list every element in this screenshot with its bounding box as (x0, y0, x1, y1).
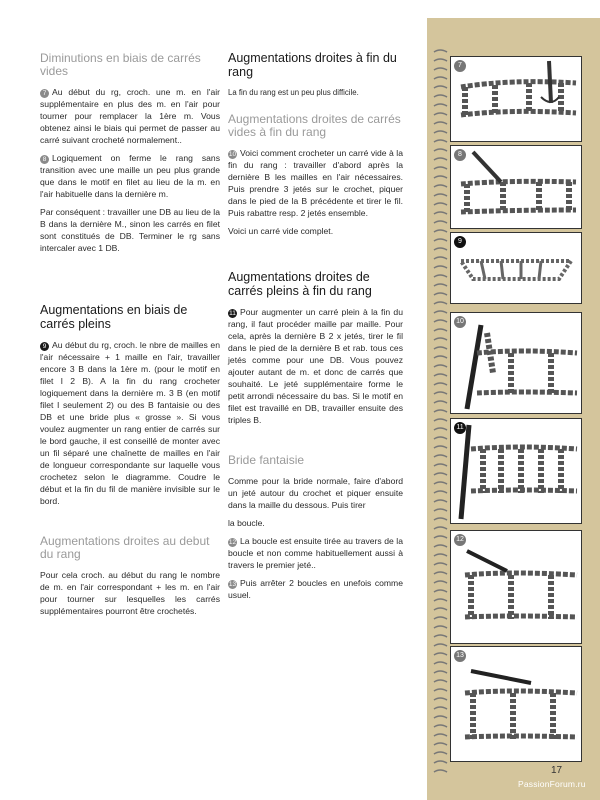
spiral-ring (434, 707, 447, 709)
spiral-ring (434, 50, 447, 52)
spiral-ring (434, 194, 447, 196)
spiral-ring (434, 302, 447, 304)
step-number-badge: 7 (40, 89, 49, 98)
section-title-augmentations-debut: Augmentations droites au debut du rang (40, 534, 210, 561)
photo-number-badge: 13 (454, 650, 466, 662)
paragraph: 10 Voici comment crocheter un carré vide à la fin du rang : travailler d'abord après la dernière B les mailles en l'air nécessaires. Puis prendre 3 jetés sur le crochet, piquer dans le pied de la B précédente et tirer le fil. Puis rabattre resp. 2 jetés ensemble. (228, 148, 403, 218)
paragraph: Par conséquent : travailler une DB au lieu de la B dans la dernière M., sinon les carrés en filet sont constitués de DB. Terminer le rg sans intercaler avec 1 DB. (40, 207, 220, 253)
section-title-augmentations-biais: Augmentations en biais de carrés pleins (40, 303, 188, 331)
section-title-diminutions: Diminutions en biais de carrés vides (40, 51, 201, 78)
spiral-ring (434, 158, 447, 160)
spiral-ring (434, 428, 447, 430)
spiral-ring (434, 221, 447, 223)
spiral-ring (434, 149, 447, 151)
spiral-ring (434, 320, 447, 322)
spiral-ring (434, 239, 447, 241)
spiral-ring (434, 329, 447, 331)
spiral-ring (434, 248, 447, 250)
spiral-ring (434, 212, 447, 214)
spiral-ring (434, 473, 447, 475)
spiral-ring (434, 680, 447, 682)
paragraph: Voici un carré vide complet. (228, 226, 334, 236)
spiral-ring (434, 734, 447, 736)
spiral-ring (434, 95, 447, 97)
spiral-ring (434, 518, 447, 520)
paragraph: Pour cela croch. au début du rang le nombre de m. en l'air correspondant + les m. en l'air pour tourner sur lesquelles les carrés supplémentaires pourront être crochetés. (40, 570, 220, 616)
spiral-ring (434, 689, 447, 691)
spiral-ring (434, 86, 447, 88)
spiral-ring (434, 383, 447, 385)
spiral-ring (434, 293, 447, 295)
spiral-ring (434, 716, 447, 718)
step-number-badge: 8 (40, 155, 49, 164)
spiral-ring (434, 563, 447, 565)
spiral-ring (434, 338, 447, 340)
crochet-illustration (451, 57, 581, 141)
spiral-ring (434, 671, 447, 673)
spiral-ring (434, 68, 447, 70)
spiral-ring (434, 725, 447, 727)
spiral-ring (434, 185, 447, 187)
spiral-ring (434, 590, 447, 592)
spiral-ring (434, 104, 447, 106)
paragraph: 13 Puis arrêter 2 boucles en unefois comme usuel. (228, 578, 403, 600)
spiral-ring (434, 203, 447, 205)
spiral-ring (434, 698, 447, 700)
spiral-ring (434, 113, 447, 115)
spiral-ring (434, 626, 447, 628)
spiral-ring (434, 608, 447, 610)
spiral-ring (434, 311, 447, 313)
top-margin (427, 0, 600, 18)
photo-number-badge: 11 (454, 422, 466, 434)
step-number-badge: 10 (228, 151, 237, 158)
spiral-ring (434, 419, 447, 421)
spiral-ring (434, 275, 447, 277)
paragraph: 7 Au début du rg, croch. une m. en l'air supplémentaire en plus des m. en l'air pour tourner pour remplacer la 1ère m. Vous obtenez ainsi le biais qui permet de passer au carré suivant crocheté normalement.. (40, 87, 220, 145)
spiral-ring (434, 374, 447, 376)
spiral-ring (434, 401, 447, 403)
spiral-ring (434, 140, 447, 142)
crochet-illustration (451, 647, 581, 761)
spiral-ring (434, 464, 447, 466)
paragraph: la boucle. (228, 518, 265, 528)
spiral-ring (434, 230, 447, 232)
crochet-photo-13 (450, 646, 582, 762)
spiral-ring (434, 500, 447, 502)
spiral-ring (434, 446, 447, 448)
spiral-ring (434, 617, 447, 619)
crochet-illustration (451, 233, 581, 303)
spiral-ring (434, 284, 447, 286)
paragraph: 11 Pour augmenter un carré plein à la fin du rang, il faut procéder maille par maille. Pour cela, après la dernière B 2 x jetés, tirer le fil dans le pied de la dernière B et rab. tous ces jetés comme pour une DB. Vous pouvez ajouter autant de m. et donc de carrés que souhaité. Le jeté supplémentaire forme le petit arrondi nécessaire du bas. Si le motif en filet est travaillé en DB, travailler ensuite des triples B. (228, 307, 403, 425)
section-title-augmentations-fin: Augmentations droites à fin du rang (228, 51, 397, 79)
spiral-binding (432, 48, 448, 778)
paragraph: 8 Logiquement on ferme le rang sans transition avec une maille un peu plus grande que dans le motif en filet au lieu de la m. en l'air habituelle dans la dernière m. (40, 153, 220, 199)
spiral-ring (434, 599, 447, 601)
spiral-ring (434, 266, 447, 268)
photo-number-badge: 9 (454, 236, 466, 248)
step-number-badge: 13 (228, 581, 237, 588)
step-number-badge: 9 (40, 342, 49, 351)
spiral-ring (434, 752, 447, 754)
left-column (40, 52, 220, 623)
spiral-ring (434, 536, 447, 538)
photo-number-badge: 10 (454, 316, 466, 328)
paragraph: 9 Au début du rg, croch. le nbre de mailles en l'air nécessaire + 1 maille en l'air, travailler encore 3 B dans la 1ère m. (pour le motif en filet I 2 B). A la fin du rang crocheter logiquement dans la dernière m. 3 B (en motif filet I seulement 2) ou des B fantaisie ou des DB et une bride plus « grosse ». Si vous voulez augmenter un rang entier de carrés sur le bord gauche, il est conseillé de monter avec un fil séparé une chaînette de mailles en l'air de longueur correspondante sur laquelle vous crochetez selon le diagramme. Coudre le début et la fin du fil de manière invisible sur le bord. (40, 340, 220, 506)
paragraph: 12 La boucle est ensuite tirée au travers de la boucle et non comme habituellement aussi à travers le premier jeté.. (228, 536, 403, 570)
crochet-illustration (451, 531, 581, 643)
spiral-ring (434, 392, 447, 394)
crochet-photo-8 (450, 145, 582, 229)
spiral-ring (434, 365, 447, 367)
middle-column (228, 52, 403, 607)
spiral-ring (434, 644, 447, 646)
section-title-carres-vides: Augmentations droites de carrés vides à fin du rang (228, 112, 401, 139)
spiral-ring (434, 131, 447, 133)
photo-number-badge: 8 (454, 149, 466, 161)
spiral-ring (434, 770, 447, 772)
paragraph: La fin du rang est un peu plus difficile. (228, 88, 359, 97)
spiral-ring (434, 59, 447, 61)
crochet-illustration (451, 313, 581, 413)
spiral-ring (434, 482, 447, 484)
spiral-ring (434, 581, 447, 583)
site-watermark: PassionForum.ru (518, 779, 586, 789)
spiral-ring (434, 437, 447, 439)
spiral-ring (434, 653, 447, 655)
crochet-photo-12 (450, 530, 582, 644)
crochet-photo-7 (450, 56, 582, 142)
spiral-ring (434, 554, 447, 556)
spiral-ring (434, 347, 447, 349)
crochet-photo-9 (450, 232, 582, 304)
spiral-ring (434, 545, 447, 547)
section-title-carres-pleins: Augmentations droites de carrés pleins à fin du rang (228, 270, 372, 298)
spiral-ring (434, 491, 447, 493)
crochet-photo-10 (450, 312, 582, 414)
step-number-badge: 12 (228, 539, 237, 546)
spiral-ring (434, 77, 447, 79)
crochet-illustration (451, 146, 581, 228)
photo-number-badge: 12 (454, 534, 466, 546)
spiral-ring (434, 410, 447, 412)
page-number: 17 (551, 765, 563, 776)
section-title-bride-fantaisie: Bride fantaisie (228, 453, 305, 467)
spiral-ring (434, 122, 447, 124)
spiral-ring (434, 572, 447, 574)
spiral-ring (434, 761, 447, 763)
spiral-ring (434, 356, 447, 358)
paragraph: Comme pour la bride normale, faire d'abord un jeté autour du crochet et piquer ensuite dans la maille du dessous. Puis tirer (228, 476, 403, 510)
spiral-ring (434, 257, 447, 259)
photo-number-badge: 7 (454, 60, 466, 72)
crochet-photo-11 (450, 418, 582, 524)
spiral-ring (434, 635, 447, 637)
spiral-ring (434, 509, 447, 511)
spiral-ring (434, 662, 447, 664)
spiral-ring (434, 455, 447, 457)
spiral-ring (434, 167, 447, 169)
spiral-ring (434, 527, 447, 529)
crochet-illustration (451, 419, 581, 523)
step-number-badge: 11 (229, 310, 236, 317)
spiral-ring (434, 176, 447, 178)
spiral-ring (434, 743, 447, 745)
